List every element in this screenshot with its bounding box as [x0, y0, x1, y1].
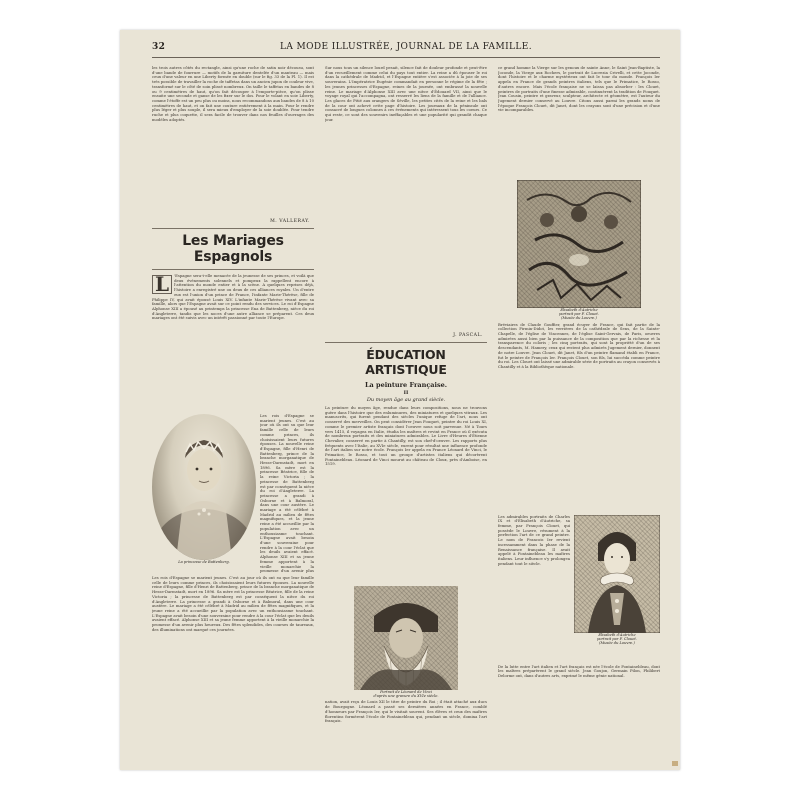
- intro-paragraph: les trois autres côtés du rectangle, ainsi qu'une roche de satin noir décousu, sont d'une bande de fourrure — motifs de la garniture dentelée d'un manteau — mais ceux d'une valeur en une Liberty formée en double (sur le fig. 33 de la Pl. 1). Il est très possible de travailler la roche de taffetas dans un ancien jupon de couleur vive, transformé sur le côté de soin plissé nombreux. On taille le taffetas en bandes de 8 ou 9 centimètres de haut, qu'on fait découper à l'emporte-pièce, qu'on plisse ensuite une seconde et ganse de les fixer sur le dos. Pour le volant en soie Liberty, comme l'étoffe est un peu plus ou moins, nous recommandons aux bandes de 8 à 10 centimètres de haut, et on fait une couture entièrement à la main. Pour le rendre plus léger et plus souple, il sera mieux d'employer de la soie doublée. Pour tendre ruche et plus coquette, il sera facile de trouver dans nos feuilles d'ouvrages des modèles adoptés.: [152, 66, 314, 122]
- figure-battenberg: [152, 414, 256, 564]
- journal-title: LA MODE ILLUSTRÉE, JOURNAL DE LA FAMILLE.: [279, 42, 533, 52]
- figure-caption-sub: d'après une gravure du XVIe siècle.: [373, 694, 439, 699]
- column-left: [152, 66, 314, 770]
- article-paragraph: Les rois d'Espagne se marient jeunes. C'est au jour où ils ont su que leur famille celle de leurs comme princes, ils choisissaient leurs futures épouses. La nouvelle reine d'Espagne, fille d'Henri de Battenberg, prince de la branche morganatique de Hesse-Darmstadt, mort en 1896. Sa mère est la princesse Béatrice, fille de la reine Victoria ; la princesse de Battenberg est par conséquent la nièce du roi d'Angleterre. La princesse a grandi à Osborne et à Balmoral, dans une cour austère. Le mariage a été célébré à Madrid au milieu de fêtes magnifiques, et la jeune reine a été accueillie par la population avec un enthousiasme touchant. L'Espagne avait besoin d'une souveraine pour rendre à la cour l'éclat que les deuils avaient effacé. Alphonse XIII et sa jeune femme apportent à la vieille monarchie la promesse d'un avenir plus: [260, 414, 314, 574]
- article-paragraph: Sur nous tous un silence lourd pesait, silence fait de douleur profonde et peut-être d'un recueillement comme celui du pays tout entier. La reine a dû épouser le roi dans la cathédrale de Madrid, et l'Espagne entière s'est associée à la joie de ses souverains. L'Impératrice Eugénie commandait en personne le régime de la fête ; les jeunes princesses d'Espagne, reines de la journée, ont embrassé la nouvelle reine. Le mariage d'Alphonse XIII avec une nièce d'Édouard VII, ainsi que le voyage royal qui l'accompagna, ont resserré les liens de la famille et de l'alliance. Les glaces de Pitié aux orangers de Séville, les petites cités de la reine et les bals de la cour ont achevé cette page d'histoire. Les journaux de la péninsule ont consacré de longues colonnes à ces événements qui intéressent tous les coeurs. Ce qui reste, ce sont des souvenirs ineffaçables et une popularité qui grandit chaque jour.: [325, 66, 487, 122]
- figure-elisabeth: [574, 515, 660, 646]
- author-signature: M. VALLERAY.: [270, 219, 310, 224]
- section-subsubtitle: Du moyen âge au grand siècle.: [366, 397, 446, 403]
- figure-caption: Élisabeth d'Autriche: [560, 308, 598, 312]
- article-paragraph: Bréviaires de Claude Gouffier, grand écuyer de France, qui fait partie de la collection Firmin-Didot, les verrières de la cathédrale de Sens, de la Sainte-Chapelle, de l'église de Vincennes, de l'église Saint-Gervais, de Paris, oeuvres admirées aussi bien par la puissance de la composition que par la richesse et la transparence du coloris ; les cinq portraits, qui sont la propriété d'un de ses descendants, M. Hamery, ceux qui restent plus admirés Jugement dernier, donnent de notre Louvre. Jean Clouet, dit Janet, fils d'un peintre flamand établi en France, fut le peintre de François Ier. François Clouet, son fils, lui succéda comme peintre du roi. Les Clouet ont laissé une admirable série de portraits au crayon conservés à Chantilly et à la Bibliothèque nationale.: [498, 322, 660, 369]
- article-paragraph: De la lutte entre l'art italien et l'art français est née l'école de Fontainebleau, dont les maîtres préparèrent le grand siècle. Jean Goujon, Germain Pilon, Philibert Delorme ont, dans d'autres arts, exprimé le même génie national.: [498, 664, 660, 679]
- divider: [325, 342, 487, 343]
- figure-caption: Élisabeth d'Autriche: [598, 632, 636, 637]
- divider: [152, 228, 314, 229]
- article-paragraph: ce grand homme la Vierge sur les genoux de sainte Anne, le Saint Jean-Baptiste, la Joconde, la Vierge aux Rochers, le portrait de Lucrezia Crivelli, et cette Joconde, dont l'histoire et le charme mystérieux ont fait le tour du monde. François Ier appela en France de grands peintres italiens, tels que le Primatice, le Rosso, d'autres encore. Mais l'école française ne se laissa pas absorber : les Clouet, peintres de portraits d'une finesse admirable, continuèrent la tradition de Fouquet. Jean Cousin, peintre et graveur, sculpteur, architecte et géomètre, est l'auteur du Jugement dernier conservé au Louvre. Citons aussi parmi les grands noms de l'époque François Clouet, dit Janet, dont les crayons sont d'une précision et d'une vie incomparables.: [498, 66, 660, 113]
- article-paragraph: nation, avait reçu de Louis XII le titre de peintre du Roi ; il était attaché aux ducs de Bourgogne. Léonard a passé ses dernières années en France, comblé d'honneurs par François Ier, qui le visitait souvent. Ses élèves et ceux des maîtres florentins formèrent l'école de Fontainebleau qui, pendant un siècle, domina l'art français.: [325, 700, 487, 724]
- article-paragraph: [152, 274, 314, 412]
- column-middle: [325, 66, 487, 754]
- figure-caption: La princesse de Battenberg.: [178, 560, 230, 564]
- page-header: [152, 39, 660, 58]
- composition-cousin-image: [517, 180, 641, 308]
- paper-stain: [672, 761, 678, 766]
- portrait-leonard-image: [354, 586, 458, 690]
- figure-caption-credit: (Musée du Louvre.): [561, 316, 597, 321]
- divider: [152, 269, 314, 270]
- drop-cap: L: [152, 275, 172, 294]
- section-title-education: ÉDUCATION ARTISTIQUE: [365, 347, 447, 377]
- portrait-elisabeth-image: [574, 515, 660, 633]
- portrait-leonard-drawing: [354, 586, 458, 690]
- figure-cousin: [517, 180, 641, 321]
- portrait-elisabeth-drawing: [574, 515, 660, 633]
- figure-caption: Portrait de Léonard de Vinci: [380, 690, 432, 694]
- composition-cousin-drawing: [517, 180, 641, 308]
- section-subtitle: La peinture Française.: [364, 381, 448, 389]
- figure-caption-sub: portrait par F. Clouet.: [597, 636, 637, 641]
- page-number: 32: [152, 42, 166, 52]
- magazine-page: [120, 30, 680, 770]
- portrait-battenberg-drawing: [152, 414, 256, 560]
- author-signature: J. PASCAL.: [453, 333, 483, 338]
- article-paragraph: La peinture du moyen âge, rendue dans leurs compositions, nous ne trouvons guère dans l'histoire que des enluminures, des miniatures et quelques vitraux. Les manuscrits, qui furent pendant des siècles l'unique refuge de l'art, nous ont conservé des merveilles. On peut considérer Jean Fouquet, peintre du roi Louis XI, comme le premier artiste français dont l'oeuvre nous soit parvenue. Né à Tours vers 1415, il voyagea en Italie, étudia les maîtres et revint en France où il exécuta de nombreux portraits et des miniatures admirables. Le Livre d'Heures d'Étienne Chevalier, conservé en partie à Chantilly, est son chef-d'oeuvre. Les rapports plus fréquents avec l'Italie, au XVIe siècle, eurent pour résultat une influence profonde de l'art italien sur notre école. François Ier appela en France Léonard de Vinci, le Primatice, le Rosso, et tout un groupe d'artistes italiens qui décorèrent Fontainebleau. Léonard de Vinci mourut au château de Cloux, près d'Amboise, en 1519.: [325, 406, 487, 467]
- article-paragraph: Les rois d'Espagne se marient jeunes. C'est au jour où ils ont su que leur famille celle de leurs comme princes, ils choisissaient leurs futures épouses. La nouvelle reine d'Espagne, fille d'Henri de Battenberg, prince de la branche morganatique de Hesse-Darmstadt, mort en 1896. Sa mère est la princesse Béatrice, fille de la reine Victoria ; la princesse de Battenberg est par conséquent la nièce du roi d'Angleterre. La princesse a grandi à Osborne et à Balmoral, dans une cour austère. Le mariage a été célébré à Madrid au milieu de fêtes magnifiques, et la jeune reine a été accueillie par la population avec un enthousiasme touchant. L'Espagne avait besoin d'une souveraine pour rendre à la cour l'éclat que les deuils avaient effacé. Alphonse XIII et sa jeune femme apportent à la vieille monarchie la promesse d'un avenir plus heureux. Des fêtes splendides, des courses de taureaux, des illuminations ont marqué ces journées.: [152, 576, 314, 632]
- figure-block: [498, 515, 660, 663]
- figure-block: [152, 414, 314, 574]
- section-numeral: II: [403, 390, 409, 396]
- article-body: 'Espagne sera-t-elle menacée de la jeunesse de ses princes, et voilà que deux événements solennels et pompeux la rappellent encore à l'attention du monde entier et à la scène. A quelques reprises déjà, l'histoire a enregistré une ou deux de ces alliances royales. Un d'entre eux est l'union d'un prince de France, l'infante Marie-Thérèse, fille de Philippe IV, qui avait épousé Louis XIV. L'infante Marie-Thérèse vivant avec sa famille, alors que l'Espagne avait sur ce point rendu des services. Le roi d'Espagne Alphonse XIII a épousé au printemps la princesse Ena de Battenberg, nièce du roi d'Angleterre, tandis que les noces d'une autre alliance se préparent. Ces deux mariages ont été suivis avec un intérêt passionné par toute l'Europe.: [152, 274, 314, 321]
- column-right: [498, 66, 660, 737]
- figure-caption-credit: (Musée du Louvre.): [599, 641, 635, 646]
- figure-caption-sub: portrait par F. Clouet.: [559, 312, 599, 317]
- article-paragraph: Les admirables portraits de Charles IX et d'Élisabeth d'Autriche, sa femme, par François Clouet, qui possède le Louvre, résument à la perfection l'art de ce grand peintre. Le nom de Francois Ier revient incessamment dans la phase de la Renaissance française. Il avait appelé à Fontainebleau les maîtres italiens. Leur influence s'y prolongea pendant tout le siècle.: [498, 514, 570, 566]
- figure-leonard: [354, 586, 458, 698]
- section-title-mariages: Les Mariages Espagnols: [182, 233, 284, 265]
- portrait-battenberg-image: [152, 414, 256, 560]
